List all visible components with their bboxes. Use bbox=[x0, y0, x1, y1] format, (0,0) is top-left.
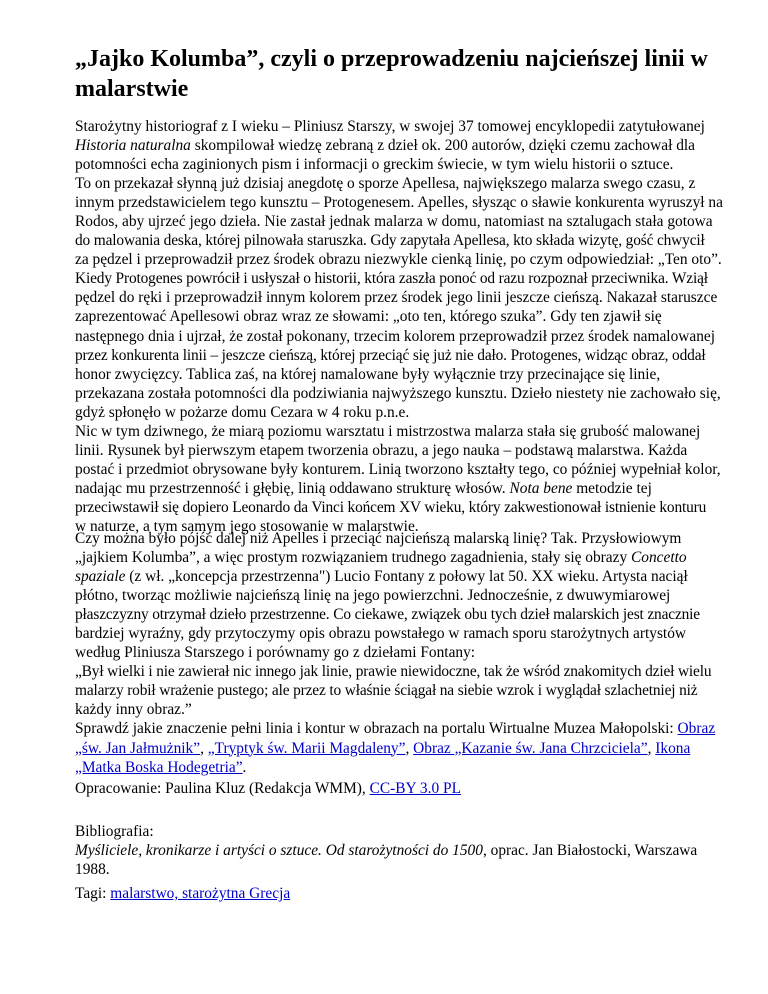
text-line: Starożytny historiograf z I wieku – Pliniusz Starszy, w swojej 37 tomowej encyklopedii zatytułowanej bbox=[75, 118, 705, 135]
text-segment: (z wł. „koncepcja przestrzenna") Lucio Fontany z połowy lat 50. XX wieku. Artysta naciął bbox=[125, 568, 688, 586]
text-line: To on przekazał słynną już dzisiaj anegdotę o sporze Apellesa, największego malarza swego czasu, z bbox=[75, 175, 696, 193]
text-line: gdyż spłonęło w pożarze domu Cezara w 4 roku p.n.e. bbox=[75, 403, 410, 421]
text-line: bardziej wyraźny, gdy przytoczymy opis obrazu powstałego w ramach sporu starożytnych artystów bbox=[75, 625, 687, 643]
text-line bbox=[75, 841, 715, 860]
bibliography bbox=[75, 822, 715, 879]
text-line bbox=[75, 719, 715, 738]
text-line: „Był wielki i nie zawierał nic innego jak linie, prawie niewidoczne, tak że wśród znakomitych dzieł wielu bbox=[75, 663, 712, 681]
text-line: pędzel do ręki i przeprowadził innym kolorem przez środek jego linii jeszcze cieńszą. Nakazał staruszce bbox=[75, 289, 718, 307]
tag-link[interactable]: malarstwo, starożytna Grecja bbox=[110, 885, 291, 902]
link-obraz-jan-jalmuznik-cont[interactable]: „św. Jan Jałmużnik” bbox=[75, 739, 201, 757]
link-tryptyk-marii-magdaleny[interactable]: „Tryptyk św. Marii Magdaleny” bbox=[207, 739, 406, 757]
license-link[interactable]: CC-BY 3.0 PL bbox=[369, 780, 461, 797]
text-line: za pędzel i przeprowadził przez środek obrazu niezwykle cienką linię, po czym odpowiedział: „Ten oto”. bbox=[75, 251, 722, 269]
paragraph-2 bbox=[75, 529, 715, 777]
credits bbox=[75, 779, 715, 798]
article-title: „Jajko Kolumba”, czyli o przeprowadzeniu najcieńszej linii w malarstwie bbox=[75, 46, 708, 102]
bibliography-label: Bibliografia: bbox=[75, 823, 154, 840]
text-line bbox=[75, 548, 715, 567]
text-segment: Sprawdź jakie znaczenie pełni linia i kontur w obrazach na portalu Wirtualne Muzea Małopolski: bbox=[75, 720, 678, 738]
paragraph-1 bbox=[75, 117, 723, 536]
text-line bbox=[75, 779, 715, 798]
text-line: malarzy robił wrażenie pustego; ale przez to właśnie ściągał na siebie wzrok i wyglądał szlachetniej niż bbox=[75, 682, 698, 700]
text-segment: , oprac. Jan Białostocki, Warszawa bbox=[482, 842, 698, 860]
text-line: do malowania deska, której pilnowała staruszka. Gdy zapytała Apellesa, kto składa wizytę, gość chwycił bbox=[75, 232, 705, 250]
separator: , bbox=[647, 739, 656, 757]
tags-label: Tagi: bbox=[75, 885, 111, 902]
link-ikona-matka-boska-cont[interactable]: „Matka Boska Hodegetria” bbox=[75, 758, 243, 776]
text-line: Nic w tym dziwnego, że miarą poziomu warsztatu i mistrzostwa malarza stała się grubość malowanej bbox=[75, 422, 701, 440]
text-line: według Pliniusza Starszego i porównamy go z dziełami Fontany: bbox=[75, 644, 476, 662]
text-line: 1988. bbox=[75, 861, 110, 879]
text-line: zaprezentować Apellesowi obraz wraz ze słowami: „oto ten, którego szuka”. Gdy ten zjawił się bbox=[75, 308, 662, 326]
text-line: postać i przedmiot obrysowane były konturem. Linią tworzono kształty tego, co później wypełniał kolor, bbox=[75, 460, 721, 478]
link-obraz-jan-jalmuznik[interactable]: Obraz bbox=[677, 720, 716, 738]
text-line: przeciwstawił się dopiero Leonardo da Vinci końcem XV wieku, który zakwestionował istnienie konturu bbox=[75, 498, 707, 516]
text-segment: skompilował wiedzę zebraną z dzieł ok. 200 autorów, dzięki czemu zachował dla bbox=[190, 137, 696, 155]
artwork-title: spaziale bbox=[75, 568, 126, 586]
text-line: przez konkurenta linii – jeszcze cieńszą, której przeciąć się już nie dało. Protogenes, widząc obraz, oddał bbox=[75, 346, 706, 364]
emphasis: Nota bene bbox=[509, 479, 573, 497]
text-line: przekazana została potomności dla podziwiania najwyższego kunsztu. Dzieło niestety nie zachowało się, bbox=[75, 384, 721, 402]
text-line: linii. Rysunek był pierwszym etapem tworzenia obrazu, a jego nauka – podstawą malarstwa. Każda bbox=[75, 441, 688, 459]
text-line bbox=[75, 136, 715, 155]
text-line bbox=[75, 758, 715, 777]
text-line: honor zwycięzcy. Tablica zaś, na której namalowane były wyłącznie trzy przecinające się linie, bbox=[75, 365, 661, 383]
bibliography-title: Myśliciele, kronikarze i artyści o sztuce. Od starożytności do 1500 bbox=[75, 842, 483, 860]
separator: , bbox=[405, 739, 414, 757]
text-line: płótno, tworząc możliwie najcieńszą linię na jego powierzchni. Jednocześnie, z dwuwymiarowej bbox=[75, 587, 671, 605]
text-line bbox=[75, 739, 715, 758]
text-segment: metodzie tej bbox=[572, 479, 652, 497]
text-line bbox=[75, 567, 715, 586]
artwork-title: Concetto bbox=[631, 549, 687, 567]
credits-text: Opracowanie: Paulina Kluz (Redakcja WMM), bbox=[75, 780, 370, 797]
text-line: następnego dnia i ujrzał, że został pokonany, trzecim kolorem przeprowadził przez środek namalowanej bbox=[75, 327, 716, 345]
text-line: innym przedstawicielem tego kunsztu – Protogenesem. Apelles, słysząc o sławie konkurenta wyruszył na bbox=[75, 194, 723, 212]
text-line: w naturze, a tym samym jego stosowanie w malarstwie. bbox=[75, 517, 419, 535]
text-line: każdy inny obraz.” bbox=[75, 701, 192, 719]
text-line: płaszczyzny otrzymał dzieło przestrzenne. Co ciekawe, związek obu tych dzieł malarskich jest znacznie bbox=[75, 606, 700, 624]
text-segment: nadając mu przestrzenność i głębię, linią oddawano strukturę włosów. bbox=[75, 479, 510, 497]
text-line bbox=[75, 884, 715, 903]
text-line bbox=[75, 479, 715, 498]
separator: , bbox=[200, 739, 208, 757]
tags bbox=[75, 884, 715, 903]
link-ikona-matka-boska[interactable]: Ikona bbox=[655, 739, 691, 757]
text-line: Kiedy Protogenes powrócił i usłyszał o historii, która zaszła ponoć od razu rozpoznał przeciwnika. Wziął bbox=[75, 270, 708, 288]
text-line: potomności echa zaginionych pism i informacji o greckim świecie, w tym wielu historii o sztuce. bbox=[75, 156, 674, 174]
text-line: Rodos, aby ujrzeć jego dzieła. Nie zastał jednak malarza w domu, natomiast na sztalugach stała gotowa bbox=[75, 213, 713, 231]
text-segment: . bbox=[242, 758, 247, 776]
text-line: Czy można było pójść dalej niż Apelles i przeciąć najcieńszą malarską linię? Tak. Przysłowiowym bbox=[75, 530, 682, 547]
link-kazanie-jana-chrzciciela[interactable]: Obraz „Kazanie św. Jana Chrzciciela” bbox=[413, 739, 648, 757]
book-title: Historia naturalna bbox=[75, 137, 191, 155]
text-segment: „jajkiem Kolumba”, a więc prostym rozwiązaniem trudnego zagadnienia, stały się obrazy bbox=[75, 549, 631, 567]
